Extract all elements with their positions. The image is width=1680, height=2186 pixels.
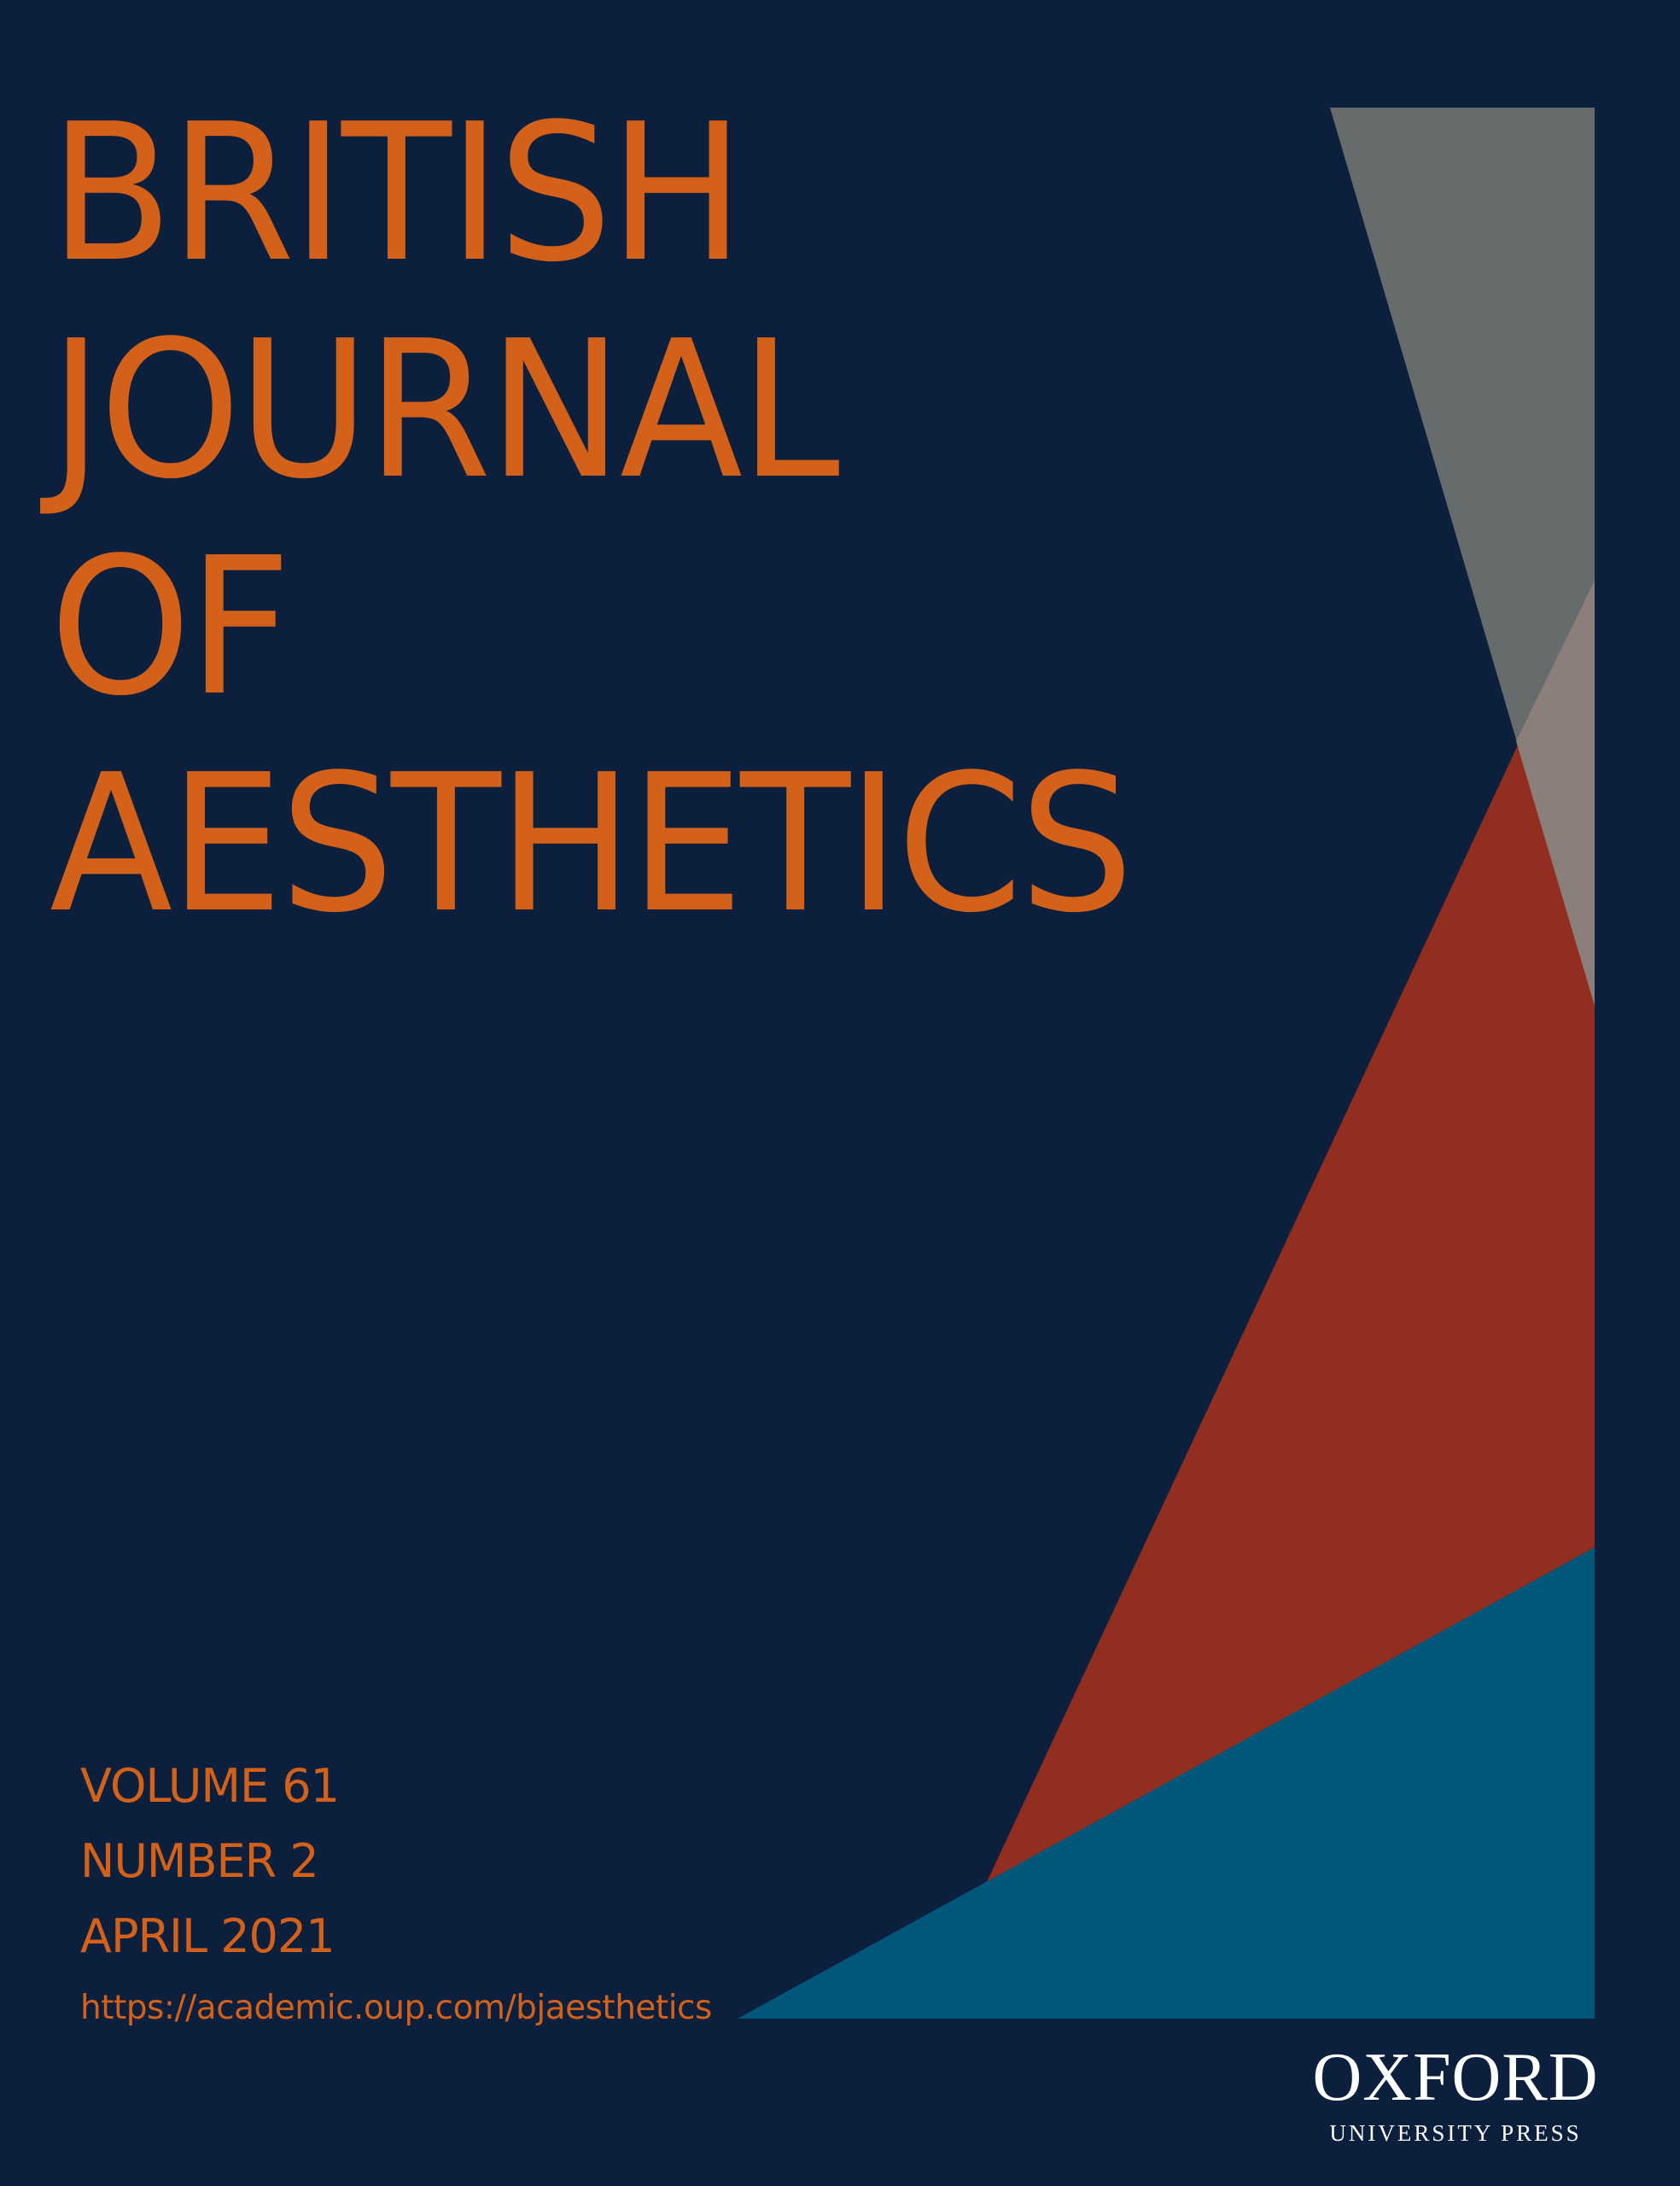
title-line-of: OF <box>50 517 289 738</box>
title-line-journal: JOURNAL <box>50 301 837 521</box>
issue-info <box>80 1749 712 2034</box>
journal-url: https://academic.oup.com/bjaesthetics <box>80 1989 712 2027</box>
volume-label: VOLUME 61 <box>80 1759 340 1813</box>
number-label: NUMBER 2 <box>80 1834 318 1888</box>
publisher-name: OXFORD <box>1312 2040 1599 2115</box>
publisher-logo <box>1298 2039 1613 2150</box>
title-line-aesthetics: AESTHETICS <box>50 734 1131 955</box>
publisher-subtitle: UNIVERSITY PRESS <box>1329 2120 1582 2146</box>
date-label: APRIL 2021 <box>80 1909 335 1963</box>
title-line-british: BRITISH <box>50 84 742 304</box>
journal-title <box>50 85 1130 953</box>
